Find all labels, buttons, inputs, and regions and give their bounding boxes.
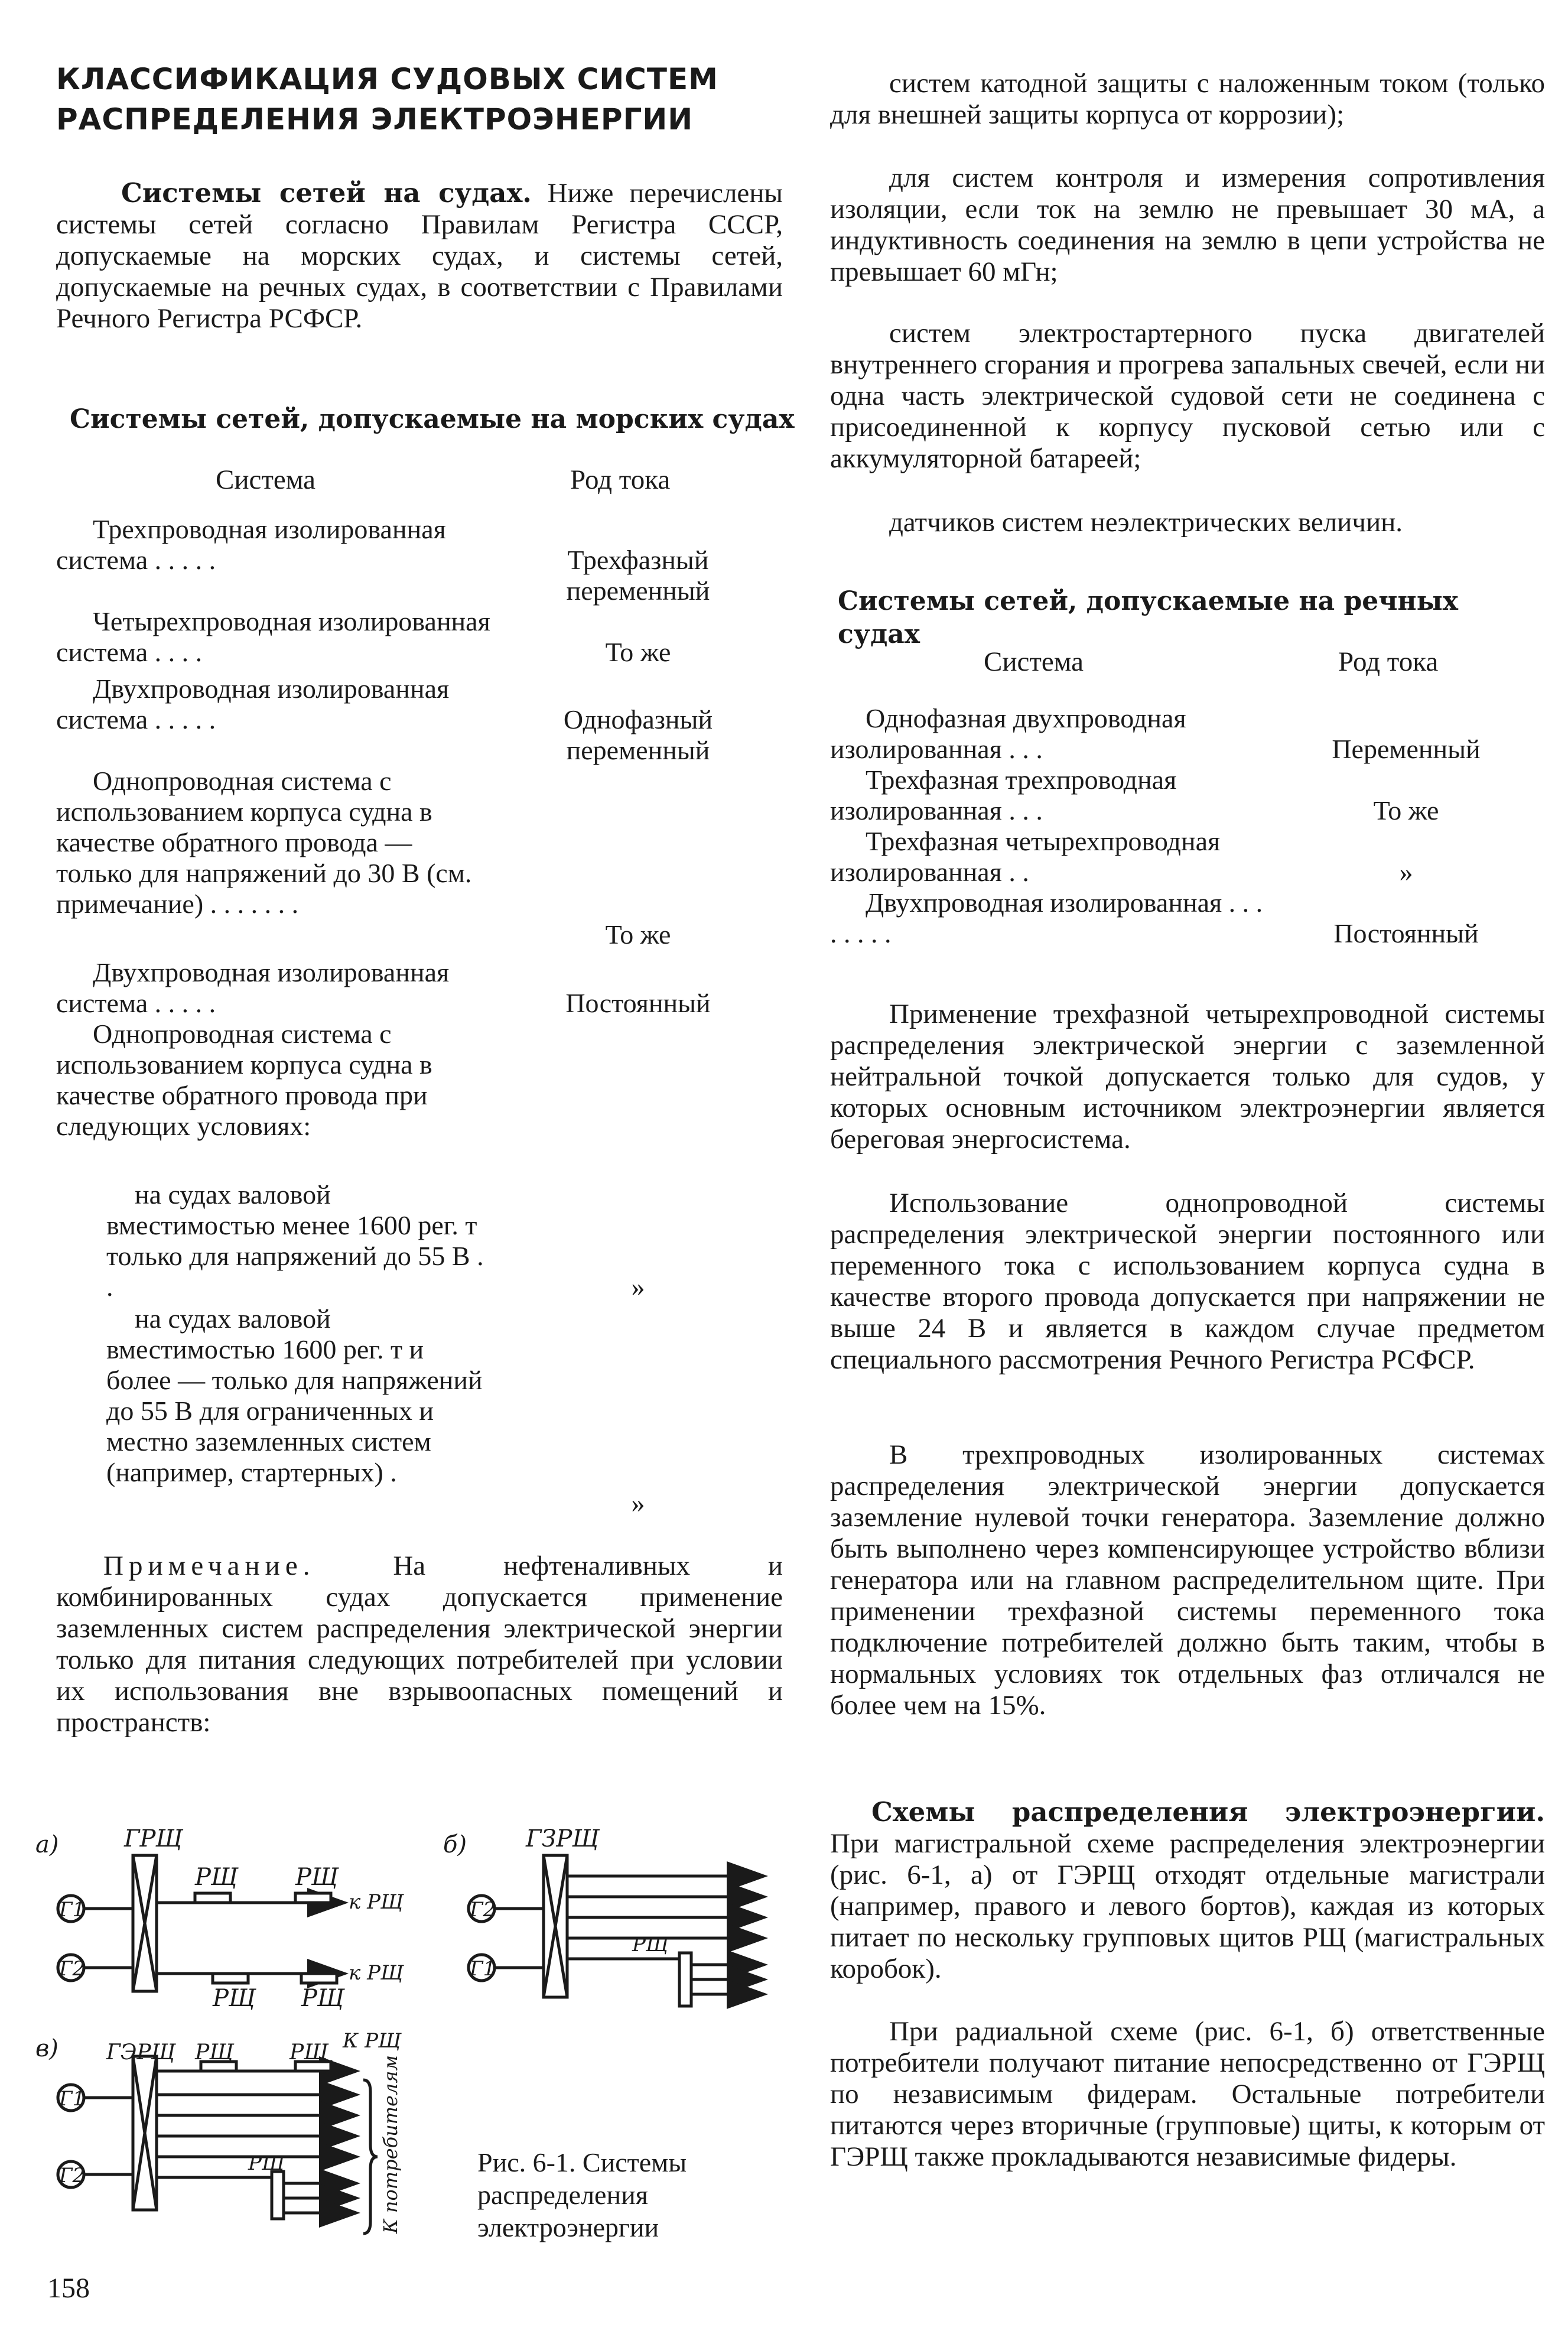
river-row-4-current: Постоянный xyxy=(1333,918,1479,948)
intro-lead: Системы сетей на судах. xyxy=(121,177,532,209)
river-row-2-system: Трехфазная трехпроводная изолированная . . . xyxy=(830,765,1177,825)
label-g2-v: Г2 xyxy=(59,2164,86,2187)
river-table-title: Системы сетей, допускаемые на речных судах xyxy=(838,586,1458,649)
label-v: в) xyxy=(35,2035,58,2062)
marine-row-6-system: Однопроводная система с использованием корпуса судна в качестве обратного провода при следующих условиях: xyxy=(56,1019,432,1141)
heading-line-2: РАСПРЕДЕЛЕНИЯ ЭЛЕКТРОЭНЕРГИИ xyxy=(56,102,694,136)
marine-row-2-current: То же xyxy=(605,637,671,667)
river-row-3-system: Трехфазная четырехпроводная изолированная . . xyxy=(830,826,1221,887)
intro-text: Ниже перечислены системы сетей согласно Правилам Регистра СССР, допускаемые на морских судах, и системы сетей, допускаемые на речных судах, в соответствии с Правилами Речного Регистра РСФСР. xyxy=(56,178,783,334)
label-k-rsh-a1: к РЩ xyxy=(349,1890,404,1914)
river-row-1-system: Однофазная двухпроводная изолированная . . . xyxy=(830,703,1186,764)
label-a: а) xyxy=(35,1831,59,1858)
marine-row-5-system: Двухпроводная изолированная система . . . . . xyxy=(56,957,450,1018)
label-g2-a: Г2 xyxy=(59,1957,86,1981)
schemes-paragraph xyxy=(830,1796,1545,1985)
label-b: б) xyxy=(443,1831,467,1858)
river-row-3-current: » xyxy=(1399,857,1413,887)
label-grsh: ГРЩ xyxy=(124,1825,183,1852)
intro-paragraph xyxy=(56,177,783,334)
marine-row-5-current: Постоянный xyxy=(565,988,711,1018)
marine-row-8-system: на судах валовой вместимостью 1600 рег. т и более — только для напряжений до 55 В для ограниченных и местно заземленных систем (например, стартерных) . xyxy=(106,1303,483,1487)
label-g2-b: Г2 xyxy=(470,1898,496,1922)
river-paragraph-3: В трехпроводных изолированных системах распределения электрической энергии допускается заземление нулевой точки генератора. Заземление должно быть выполнено через компенсирующее устройство вблизи генератора или на главном распределительном щите. При применении трехфазной системы переменного тока подключение потребителей должно быть таким, чтобы в нормальных условиях ток отдельных фаз отличался не более чем на 15%. xyxy=(830,1439,1545,1721)
label-gzrsh: ГЗРЩ xyxy=(526,1825,599,1852)
label-k-rsh-v: К РЩ xyxy=(343,2029,401,2053)
river-row-2-current: То же xyxy=(1373,795,1439,825)
label-k-rsh-a2: к РЩ xyxy=(349,1961,404,1985)
river-col-system: Система xyxy=(984,646,1084,677)
marine-row-8-current: » xyxy=(631,1488,645,1518)
marine-row-3-system: Двухпроводная изолированная система . . . . . xyxy=(56,674,450,734)
label-rsh-a1: РЩ xyxy=(195,1864,238,1891)
label-rsh-b: РЩ xyxy=(632,1933,669,1956)
marine-table-title: Системы сетей, допускаемые на морских судах xyxy=(70,404,795,434)
label-g1-b: Г1 xyxy=(470,1957,496,1981)
river-col-current: Род тока xyxy=(1338,646,1439,677)
note-item-1: систем катодной защиты с наложенным током (только для внешней защиты корпуса от коррозии); xyxy=(830,68,1545,130)
marine-col-current: Род тока xyxy=(570,464,671,495)
label-gerch: ГЭРЩ xyxy=(106,2040,175,2065)
river-paragraph-2: Использование однопроводной системы распределения электрической энергии постоянного или переменного тока с использованием корпуса судна в качестве второго провода допускается при напряжении не выше 24 В и является в каждом случае предметом специального рассмотрения Речного Регистра РСФСР. xyxy=(830,1188,1545,1375)
note-item-4: датчиков систем неэлектрических величин. xyxy=(889,507,1403,538)
schemes-text: При магистральной схеме распределения электроэнергии (рис. 6-1, а) от ГЭРЩ отходят отдельные магистрали (например, правого и левого бортов), каждая из которых питает по нескольку групповых щитов РЩ (магистральных коробок). xyxy=(830,1828,1545,1984)
label-rsh-v3: РЩ xyxy=(248,2151,285,2175)
scheme-b xyxy=(469,1855,762,2006)
marine-row-1-system: Трехпроводная изолированная система . . . . . xyxy=(56,514,446,575)
label-rsh-v2: РЩ xyxy=(289,2040,328,2065)
river-row-4-system: Двухпроводная изолированная . . . . . . . . xyxy=(830,888,1263,948)
label-g1-v: Г1 xyxy=(59,2087,86,2111)
caption-line-2: распределения xyxy=(477,2180,648,2210)
caption-line-3: электроэнергии xyxy=(477,2212,659,2242)
note-label: Примечание. xyxy=(103,1550,315,1581)
note-paragraph xyxy=(56,1550,783,1738)
label-rsh-a3: РЩ xyxy=(213,1985,256,2012)
label-g1-a: Г1 xyxy=(59,1898,86,1922)
schemes-lead: Схемы распределения электроэнергии. xyxy=(871,1796,1545,1828)
marine-row-1-current: Трехфазный переменный xyxy=(566,545,710,606)
page-number: 158 xyxy=(47,2273,90,2304)
marine-row-7-system: на судах валовой вместимостью менее 1600 рег. т только для напряжений до 55 В . . xyxy=(106,1179,484,1302)
river-row-1-current: Переменный xyxy=(1332,734,1481,764)
label-rsh-a4: РЩ xyxy=(301,1985,344,2012)
figure-caption xyxy=(477,2146,785,2244)
label-rsh-v1: РЩ xyxy=(195,2040,234,2065)
marine-row-2-system: Четырехпроводная изолированная система . . . . xyxy=(56,606,490,667)
section-heading xyxy=(56,59,795,139)
scheme-v xyxy=(58,2056,378,2234)
schemes-paragraph-2: При радиальной схеме (рис. 6-1, б) ответственные потребители получают питание непосредственно от ГЭРЩ по независимым фидерам. Остальные потребители питаются через вторичные (групповые) щиты, к которым от ГЭРЩ также прокладываются независимые фидеры. xyxy=(830,2016,1545,2172)
marine-row-4-current: То же xyxy=(605,919,671,950)
note-item-2: для систем контроля и измерения сопротивления изоляции, если ток на землю не превышает 30 мА, а индуктивность соединения на землю в цепи устройства не превышает 60 мГн; xyxy=(830,162,1545,287)
label-rsh-a2: РЩ xyxy=(295,1864,339,1891)
marine-row-7-current: » xyxy=(631,1272,645,1302)
marine-col-system: Система xyxy=(216,464,316,495)
marine-row-4-system: Однопроводная система с использованием корпуса судна в качестве обратного провода — только для напряжений до 30 В (см. примечание) . . . . . . . xyxy=(56,766,472,919)
marine-row-3-current: Однофазный переменный xyxy=(563,704,713,765)
caption-line-1: Рис. 6-1. Системы xyxy=(477,2147,687,2177)
heading-line-1: КЛАССИФИКАЦИЯ СУДОВЫХ СИСТЕМ xyxy=(56,62,718,96)
note-text: На нефтеналивных и комбинированных судах допускается применение заземленных систем распределения электрической энергии только для питания следующих потребителей при условии их использования вне взрывоопасных помещений и пространств: xyxy=(56,1550,783,1738)
river-paragraph-1: Применение трехфазной четырехпроводной системы распределения электрической энергии с заземленной нейтральной точкой допускается только для судов, у которых основным источником электроэнергии является береговая энергосистема. xyxy=(830,999,1545,1155)
note-item-3: систем электростартерного пуска двигателей внутреннего сгорания и прогрева запальных свечей, если ни одна часть электрической судовой сети не соединена с присоединенной к корпусу пусковой сетью или с аккумуляторной батареей; xyxy=(830,318,1545,474)
label-consumers: К потребителям xyxy=(379,2055,402,2234)
